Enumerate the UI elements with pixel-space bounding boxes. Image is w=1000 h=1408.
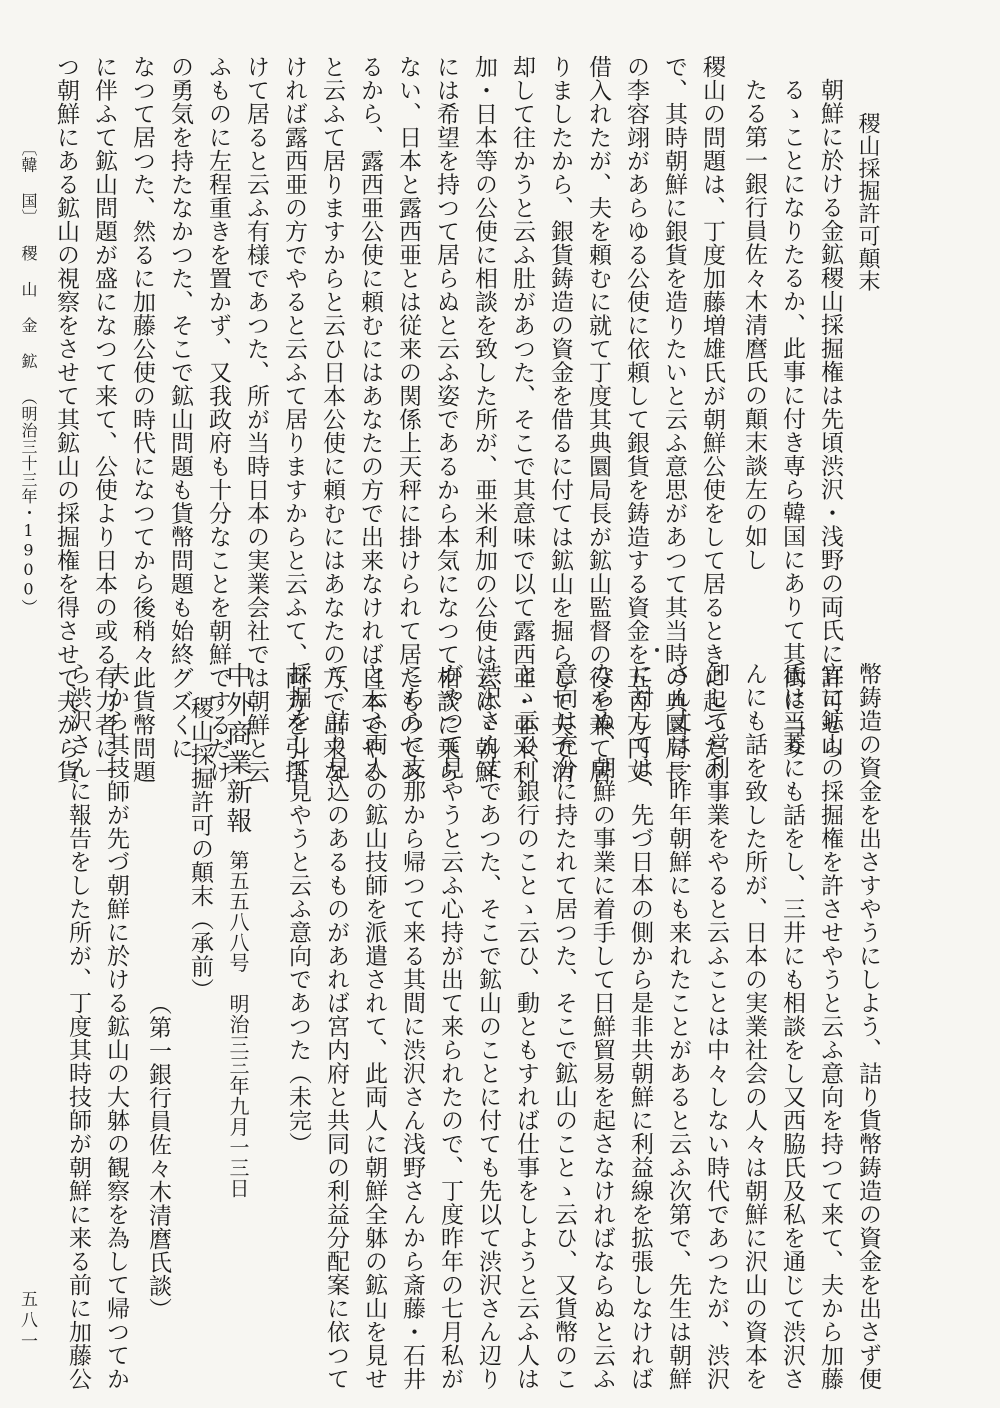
text-column: ら渋沢さんに報告をした所が、丁度其時技師が朝鮮に来る前に加藤公	[65, 662, 91, 1391]
text-column: と云ふて居りますからと云ひ日本公使に頼むにはあなたの方で出来な	[319, 55, 345, 784]
text-column: 氏は三菱にも話をし、三井にも相談をし又西脇氏及私を通じて渋沢さ	[779, 662, 805, 1391]
article-title: 稷山採掘許可の顛末（承前）	[187, 696, 213, 1002]
page-number: 五八一	[17, 1290, 37, 1353]
text-column: ない、日本と露西亜とは従来の関係上天秤に掛けられて居たものであ	[395, 55, 421, 784]
ink-dot	[655, 648, 659, 652]
text-column: 意向は充分に持たれて居つた、そこで鉱山のことゝ云ひ、又貨幣のこ	[551, 662, 577, 1391]
text-column: りましたから、銀貨鋳造の資金を借るに付ては鉱山を掘らして夫で消	[547, 55, 573, 784]
text-column: 却して往かうと云ふ肚があつた、そこで其意味で以て露西亜・亜米利	[509, 55, 535, 784]
text-column: で、其時朝鮮に銀貨を造りたいと云ふ意思があつて其当時の典圜局長	[661, 55, 687, 784]
text-column: たる第一銀行員佐々木清麿氏の顛末談左の如し	[741, 78, 767, 572]
text-column: 渋沢さん丈であつた、そこで鉱山のことに付ても先以て渋沢さん辺り	[475, 662, 501, 1391]
text-column: んにも話を致した所が、日本の実業社会の人々は朝鮮に沢山の資本を	[741, 662, 767, 1391]
newspaper-title: 中外商業新報	[222, 662, 252, 836]
text-column: けて居ると云ふ有様であつた、所が当時日本の実業会社では朝鮮と云	[243, 55, 269, 784]
text-column: に対しては、先づ日本の側から是非共朝鮮に利益線を拡張しなければ	[627, 662, 653, 1391]
text-column: の李容翊があらゆる公使に依頼して銀貨を鋳造する資金を五百万円丈	[623, 55, 649, 784]
text-column: こちらに支那から帰つて来る其間に渋沢さん浅野さんから斎藤・石井	[399, 662, 425, 1391]
running-head: 〔韓 国〕 稷 山 金 鉱 （明治三十三年・1900）	[19, 140, 38, 616]
text-column: に伴ふて鉱山問題が盛になつて来て、公使より日本の或る有力者に一	[91, 55, 117, 784]
text-column: 採掘をして見やうと云ふ意向であつた（未完）	[285, 662, 311, 1156]
text-column: 借入れたが、夫を頼むに就て丁度其典圜局長が鉱山監督の役を兼て居	[585, 55, 611, 784]
text-column: るゝことになりたるか、此事に付き専ら韓国にありて其衝に当り	[779, 78, 805, 760]
article-speaker: （第一銀行員佐々木清麿氏談）	[145, 992, 171, 1321]
text-column: つ朝鮮にある鉱山の視察をさせて其鉱山の採掘権を得させて夫から貨	[53, 55, 79, 784]
text-column: ければ露西亜の方でやると云ふて居りますからと云ふて、両方を引掛	[281, 55, 307, 784]
text-column: 稷山の問題は、丁度加藤増雄氏が朝鮮公使をして居るときに起つたの	[699, 55, 725, 784]
text-column: るから、露西亜公使に頼むにはあなたの方で出来なければ日本でやる	[357, 55, 383, 784]
section-heading: 稷山採掘許可顛末	[855, 112, 880, 292]
text-column: がやつて見やうと云ふ心持が出て来られたので、丁度昨年の七月私が	[437, 662, 463, 1391]
text-column: 加・日本等の公使に相談を致した所が、亜米利加の公使は云はゞ朝鮮	[471, 55, 497, 784]
text-column: なつて居つた、然るに加藤公使の時代になつてから後稍々此貨幣問題	[129, 55, 155, 784]
text-column: ふものに左程重きを置かず、又我政府も十分なことを朝鮮でするだけ	[205, 55, 231, 784]
text-column: には希望を持つて居らぬと云ふ姿であるから本気になつて相談に乗ら	[433, 55, 459, 784]
newspaper-issue: 第五五八八号 明治三三年九月一三日	[226, 850, 250, 1199]
text-column: と云ふ両人の鉱山技師を派遣されて、此両人に朝鮮全躰の鉱山を見せ	[361, 662, 387, 1391]
text-column: の勇気を持たなかつた、そこで鉱山問題も貨幣問題も始終グズくに	[167, 55, 193, 760]
text-column: さん丈は一昨年朝鮮にも来れたことがあると云ふ次第で、先生は朝鮮	[665, 662, 691, 1391]
text-column: 夫から其技師が先づ朝鮮に於ける鉱山の大躰の観察を為して帰つてか	[103, 662, 129, 1391]
text-column: 宜に鉱山の採掘権を許させやうと云ふ意向を持つて来て、夫から加藤	[817, 662, 843, 1391]
text-column: ならぬ、朝鮮の事業に着手して日鮮貿易を起さなければならぬと云ふ	[589, 662, 615, 1391]
text-column: て、詰り見込のあるものがあれば宮内府と共同の利益分配案に依つて	[323, 662, 349, 1391]
text-column: とゝ云ひ、銀行のことゝ云ひ、動ともすれば仕事をしようと云ふ人は	[513, 662, 539, 1391]
text-column: 幣鋳造の資金を出さすやうにしよう、詰り貨幣鋳造の資金を出さず便	[855, 662, 881, 1391]
text-column: 朝鮮に於ける金鉱稷山採掘権は先頃渋沢・浅野の両氏に許可せら	[817, 78, 843, 760]
text-column: 卸して営利事業をやると云ふことは中々しない時代であつたが、渋沢	[703, 662, 729, 1391]
